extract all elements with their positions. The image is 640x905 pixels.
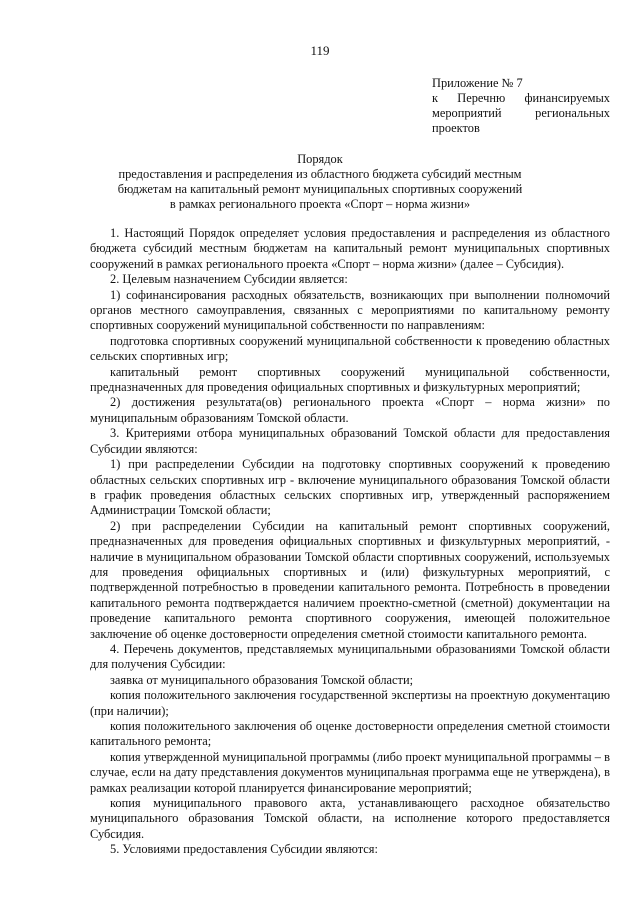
paragraph: 1. Настоящий Порядок определяет условия предоставления и распределения из областного бюджета субсидий местным бюджетам на капитальный ремонт муниципальных спортивных сооружений в рамках регионального проекта «Спорт – норма жизни» (далее – Субсидия).	[90, 226, 610, 271]
document-title	[90, 152, 550, 212]
paragraph: 5. Условиями предоставления Субсидии являются:	[110, 842, 378, 857]
paragraph: копия положительного заключения об оценке достоверности определения сметной стоимости капитального ремонта;	[90, 719, 610, 749]
paragraph: 1) софинансирования расходных обязательств, возникающих при выполнении полномочий органов местного самоуправления, связанных с мероприятиями по капитальному ремонту спортивных сооружений муниципальной собственности по направлениям:	[90, 287, 610, 333]
appendix-line: Приложение № 7	[432, 76, 523, 90]
title-heading: Порядок	[297, 152, 343, 166]
paragraph: подготовка спортивных сооружений муниципальной собственности к проведению областных сельских спортивных игр;	[90, 333, 610, 364]
paragraph: заявка от муниципального образования Томской области;	[110, 672, 414, 687]
paragraph: 2) при распределении Субсидии на капитальный ремонт спортивных сооружений, предназначенных для проведения официальных спортивных и физкультурных мероприятий, - наличие в муниципальном образовании Томской области спортивных сооружений, используемых для проведения официальных спортивных и (или) физкультурных мероприятий, с подтвержденной потребностью в проведении капитального ремонта. Потребность в проведении капитального ремонта подтверждается наличием проектно-сметной (сметной) документации на проведение капитального ремонта спортивного сооружения, имеющей положительное заключение об оценке достоверности определения сметной стоимости капитального ремонта.	[90, 518, 610, 641]
appendix-header	[432, 76, 610, 136]
paragraph: 4. Перечень документов, представляемых муниципальными образованиями Томской области для получения Субсидии:	[90, 641, 610, 672]
paragraph: 2. Целевым назначением Субсидии является:	[110, 272, 348, 287]
title-line: предоставления и распределения из областного бюджета субсидий местным	[118, 167, 522, 181]
appendix-line: проектов	[432, 121, 480, 135]
title-line: в рамках регионального проекта «Спорт – норма жизни»	[169, 197, 471, 211]
paragraph: капитальный ремонт спортивных сооружений муниципальной собственности, предназначенных для проведения официальных спортивных и физкультурных мероприятий;	[90, 364, 610, 395]
appendix-line: к Перечню финансируемых	[432, 91, 610, 105]
paragraph: 3. Критериями отбора муниципальных образований Томской области для предоставления Субсидии являются:	[90, 426, 610, 456]
paragraph: 2) достижения результата(ов) регионального проекта «Спорт – норма жизни» по муниципальным образованиям Томской области.	[90, 395, 610, 425]
document-body	[90, 226, 610, 858]
appendix-line: мероприятий региональных	[432, 106, 610, 120]
title-line: бюджетам на капитальный ремонт муниципальных спортивных сооружений	[117, 182, 523, 196]
paragraph: копия утвержденной муниципальной программы (либо проект муниципальной программы – в случае, если на дату представления документов муниципальная программа еще не утверждена), в рамках реализации которой планируется финансирование мероприятий;	[90, 749, 610, 795]
paragraph: копия положительного заключения государственной экспертизы на проектную документацию (при наличии);	[90, 688, 610, 718]
paragraph: 1) при распределении Субсидии на подготовку спортивных сооружений к проведению областных сельских спортивных игр - включение муниципального образования Томской области в график проведения областных сельских спортивных игр, утвержденный распоряжением Администрации Томской области;	[90, 457, 610, 518]
paragraph: копия муниципального правового акта, устанавливающего расходное обязательство муниципального образования Томской области, на исполнение которого предоставляется Субсидия.	[90, 796, 610, 841]
page-number: 119	[310, 43, 330, 58]
